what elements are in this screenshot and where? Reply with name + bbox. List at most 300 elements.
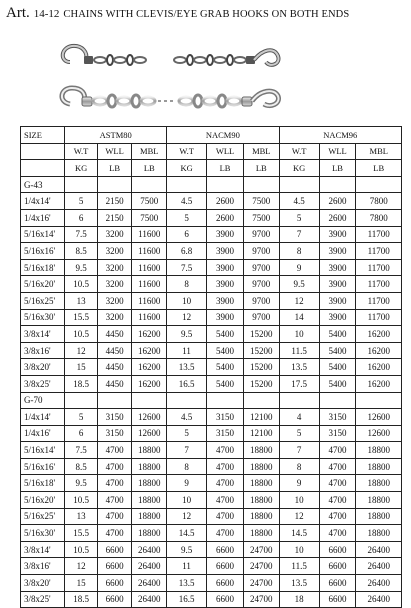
value-cell: 15200 [243, 326, 279, 343]
value-cell: 3900 [207, 259, 244, 276]
value-cell: 6600 [319, 591, 356, 608]
value-cell: 24700 [243, 575, 279, 592]
value-cell: 4700 [97, 442, 132, 459]
unit-header: KG [65, 160, 97, 177]
value-cell: 18800 [356, 508, 402, 525]
value-cell: 4700 [319, 458, 356, 475]
table-row [21, 309, 402, 326]
value-cell: 18800 [243, 475, 279, 492]
blank-cell [132, 392, 167, 409]
value-cell: 3150 [319, 425, 356, 442]
value-cell: 26400 [356, 575, 402, 592]
value-cell: 4450 [97, 326, 132, 343]
column-header: W.T [167, 143, 207, 160]
value-cell: 5400 [319, 342, 356, 359]
art-number: 14-12 [33, 8, 60, 20]
column-header: MBL [356, 143, 402, 160]
size-cell: 5/16x25' [21, 292, 65, 309]
size-cell: 3/8x16' [21, 558, 65, 575]
value-cell: 4700 [319, 525, 356, 542]
table-row [21, 209, 402, 226]
value-cell: 26400 [356, 541, 402, 558]
value-cell: 3900 [319, 309, 356, 326]
value-cell: 6600 [97, 558, 132, 575]
value-cell: 7.5 [65, 442, 97, 459]
unit-header: LB [132, 160, 167, 177]
value-cell: 6600 [319, 541, 356, 558]
spec-table [20, 126, 402, 608]
value-cell: 6600 [207, 541, 244, 558]
value-cell: 11600 [132, 309, 167, 326]
value-cell: 6600 [207, 558, 244, 575]
value-cell: 11600 [132, 276, 167, 293]
value-cell: 15 [65, 575, 97, 592]
value-cell: 26400 [132, 591, 167, 608]
value-cell: 3150 [207, 425, 244, 442]
size-cell: 5/16x20' [21, 492, 65, 509]
value-cell: 3900 [207, 276, 244, 293]
value-cell: 4450 [97, 342, 132, 359]
value-cell: 3150 [97, 425, 132, 442]
table-row [21, 292, 402, 309]
column-header: MBL [243, 143, 279, 160]
value-cell: 11.5 [279, 558, 319, 575]
header-row-columns [21, 143, 402, 160]
value-cell: 16.5 [167, 375, 207, 392]
blank-cell [21, 143, 65, 160]
value-cell: 7500 [132, 209, 167, 226]
size-header: SIZE [21, 127, 65, 144]
blank-cell [279, 392, 319, 409]
value-cell: 26400 [132, 558, 167, 575]
value-cell: 26400 [356, 558, 402, 575]
value-cell: 6 [65, 209, 97, 226]
value-cell: 8 [279, 458, 319, 475]
value-cell: 18800 [243, 492, 279, 509]
size-cell: 3/8x16' [21, 342, 65, 359]
value-cell: 14.5 [279, 525, 319, 542]
value-cell: 16200 [132, 375, 167, 392]
value-cell: 3200 [97, 243, 132, 260]
value-cell: 3200 [97, 276, 132, 293]
blank-cell [97, 392, 132, 409]
value-cell: 13.5 [167, 575, 207, 592]
value-cell: 10 [167, 492, 207, 509]
value-cell: 12600 [356, 409, 402, 426]
header-row-standards [21, 127, 402, 144]
value-cell: 12600 [132, 425, 167, 442]
value-cell: 5400 [207, 359, 244, 376]
value-cell: 11600 [132, 292, 167, 309]
value-cell: 3900 [207, 243, 244, 260]
value-cell: 7500 [243, 209, 279, 226]
value-cell: 9.5 [167, 541, 207, 558]
value-cell: 5 [167, 425, 207, 442]
value-cell: 6 [65, 425, 97, 442]
value-cell: 3900 [319, 292, 356, 309]
table-row [21, 326, 402, 343]
value-cell: 18800 [356, 458, 402, 475]
column-header: W.T [279, 143, 319, 160]
value-cell: 8.5 [65, 458, 97, 475]
value-cell: 6.8 [167, 243, 207, 260]
blank-cell [207, 392, 244, 409]
blank-cell [243, 392, 279, 409]
value-cell: 18800 [132, 458, 167, 475]
blank-cell [167, 176, 207, 193]
value-cell: 4700 [97, 475, 132, 492]
value-cell: 10 [279, 326, 319, 343]
value-cell: 9.5 [167, 326, 207, 343]
value-cell: 15200 [243, 342, 279, 359]
lower-chain-assembly [62, 88, 279, 107]
value-cell: 10.5 [65, 276, 97, 293]
value-cell: 11 [167, 558, 207, 575]
size-cell: 1/4x14' [21, 409, 65, 426]
blank-cell [243, 176, 279, 193]
value-cell: 4700 [97, 458, 132, 475]
value-cell: 5400 [207, 375, 244, 392]
value-cell: 10 [167, 292, 207, 309]
value-cell: 6600 [207, 591, 244, 608]
value-cell: 18800 [243, 508, 279, 525]
value-cell: 4.5 [167, 409, 207, 426]
value-cell: 4700 [207, 475, 244, 492]
value-cell: 24700 [243, 541, 279, 558]
size-cell: 3/8x14' [21, 541, 65, 558]
value-cell: 7 [167, 442, 207, 459]
value-cell: 13.5 [167, 359, 207, 376]
value-cell: 4700 [207, 525, 244, 542]
value-cell: 7 [279, 226, 319, 243]
blank-cell [356, 176, 402, 193]
page-title [6, 4, 349, 22]
blank-cell [167, 392, 207, 409]
value-cell: 12100 [243, 425, 279, 442]
value-cell: 3200 [97, 226, 132, 243]
spec-table-body [21, 127, 402, 608]
value-cell: 5400 [207, 342, 244, 359]
size-cell: 5/16x18' [21, 475, 65, 492]
value-cell: 2600 [207, 209, 244, 226]
value-cell: 9 [167, 475, 207, 492]
value-cell: 3150 [97, 409, 132, 426]
value-cell: 26400 [132, 541, 167, 558]
blank-cell [207, 176, 244, 193]
unit-header: KG [167, 160, 207, 177]
blank-cell [319, 392, 356, 409]
value-cell: 6600 [319, 558, 356, 575]
value-cell: 6600 [97, 575, 132, 592]
size-cell: 5/16x20' [21, 276, 65, 293]
table-row [21, 259, 402, 276]
size-cell: 5/16x30' [21, 525, 65, 542]
size-cell: 1/4x16' [21, 209, 65, 226]
table-row [21, 475, 402, 492]
value-cell: 26400 [356, 591, 402, 608]
standard-header: NACM96 [279, 127, 401, 144]
table-row [21, 558, 402, 575]
blank-cell [319, 176, 356, 193]
value-cell: 18800 [243, 458, 279, 475]
value-cell: 15 [65, 359, 97, 376]
unit-header: LB [356, 160, 402, 177]
value-cell: 2600 [319, 209, 356, 226]
value-cell: 15.5 [65, 309, 97, 326]
value-cell: 24700 [243, 591, 279, 608]
value-cell: 3900 [319, 243, 356, 260]
value-cell: 26400 [132, 575, 167, 592]
value-cell: 3200 [97, 309, 132, 326]
value-cell: 7 [279, 442, 319, 459]
blank-cell [65, 176, 97, 193]
size-cell: 5/16x18' [21, 259, 65, 276]
value-cell: 2150 [97, 209, 132, 226]
size-cell: 5/16x14' [21, 442, 65, 459]
value-cell: 9700 [243, 243, 279, 260]
table-row [21, 541, 402, 558]
value-cell: 4.5 [167, 193, 207, 210]
value-cell: 8.5 [65, 243, 97, 260]
value-cell: 18800 [243, 442, 279, 459]
value-cell: 7.5 [65, 226, 97, 243]
table-row [21, 525, 402, 542]
value-cell: 3150 [319, 409, 356, 426]
table-row [21, 193, 402, 210]
blank-cell [356, 392, 402, 409]
size-cell: 1/4x16' [21, 425, 65, 442]
unit-header: LB [97, 160, 132, 177]
value-cell: 4700 [319, 508, 356, 525]
group-row [21, 176, 402, 193]
value-cell: 24700 [243, 558, 279, 575]
table-row [21, 458, 402, 475]
value-cell: 4700 [97, 508, 132, 525]
column-header: MBL [132, 143, 167, 160]
value-cell: 5400 [319, 359, 356, 376]
chain-product-photo [56, 38, 286, 118]
value-cell: 5400 [207, 326, 244, 343]
value-cell: 18800 [356, 442, 402, 459]
value-cell: 9700 [243, 226, 279, 243]
value-cell: 4700 [207, 508, 244, 525]
table-row [21, 375, 402, 392]
size-cell: 3/8x25' [21, 375, 65, 392]
value-cell: 18800 [132, 475, 167, 492]
value-cell: 3900 [207, 292, 244, 309]
upper-chain-assembly [63, 46, 279, 65]
value-cell: 18800 [132, 442, 167, 459]
table-row [21, 442, 402, 459]
group-label: G-43 [21, 176, 65, 193]
value-cell: 3900 [207, 226, 244, 243]
value-cell: 13.5 [279, 359, 319, 376]
value-cell: 7500 [243, 193, 279, 210]
standard-header: ASTM80 [65, 127, 167, 144]
value-cell: 9700 [243, 309, 279, 326]
value-cell: 4 [279, 409, 319, 426]
value-cell: 7800 [356, 193, 402, 210]
value-cell: 16200 [132, 342, 167, 359]
value-cell: 18.5 [65, 375, 97, 392]
value-cell: 15200 [243, 375, 279, 392]
value-cell: 10 [279, 541, 319, 558]
value-cell: 18800 [132, 492, 167, 509]
size-cell: 3/8x14' [21, 326, 65, 343]
value-cell: 3200 [97, 259, 132, 276]
value-cell: 4700 [207, 458, 244, 475]
column-header: WLL [207, 143, 244, 160]
value-cell: 9.5 [65, 475, 97, 492]
value-cell: 12 [65, 558, 97, 575]
unit-header: KG [279, 160, 319, 177]
value-cell: 10.5 [65, 541, 97, 558]
value-cell: 8 [167, 276, 207, 293]
group-label: G-70 [21, 392, 65, 409]
value-cell: 3900 [319, 276, 356, 293]
value-cell: 4700 [207, 442, 244, 459]
blank-cell [97, 176, 132, 193]
value-cell: 3900 [319, 259, 356, 276]
value-cell: 5 [65, 409, 97, 426]
value-cell: 7.5 [167, 259, 207, 276]
value-cell: 5 [279, 425, 319, 442]
value-cell: 5 [167, 209, 207, 226]
value-cell: 5 [279, 209, 319, 226]
value-cell: 3200 [97, 292, 132, 309]
value-cell: 4700 [97, 492, 132, 509]
size-cell: 5/16x30' [21, 309, 65, 326]
value-cell: 11600 [132, 226, 167, 243]
value-cell: 16.5 [167, 591, 207, 608]
value-cell: 2600 [319, 193, 356, 210]
value-cell: 4450 [97, 359, 132, 376]
value-cell: 10.5 [65, 326, 97, 343]
value-cell: 16200 [356, 359, 402, 376]
value-cell: 17.5 [279, 375, 319, 392]
value-cell: 4700 [319, 442, 356, 459]
value-cell: 11700 [356, 243, 402, 260]
unit-header: LB [207, 160, 244, 177]
value-cell: 18800 [132, 525, 167, 542]
value-cell: 4.5 [279, 193, 319, 210]
value-cell: 12 [279, 292, 319, 309]
value-cell: 11 [167, 342, 207, 359]
value-cell: 12 [167, 508, 207, 525]
value-cell: 4700 [97, 525, 132, 542]
value-cell: 8 [167, 458, 207, 475]
value-cell: 14 [279, 309, 319, 326]
value-cell: 12 [167, 309, 207, 326]
value-cell: 8 [279, 243, 319, 260]
table-row [21, 575, 402, 592]
size-cell: 3/8x25' [21, 591, 65, 608]
size-cell: 3/8x20' [21, 575, 65, 592]
value-cell: 16200 [132, 326, 167, 343]
value-cell: 18800 [356, 492, 402, 509]
table-row [21, 508, 402, 525]
value-cell: 9700 [243, 259, 279, 276]
value-cell: 5400 [319, 326, 356, 343]
value-cell: 11700 [356, 226, 402, 243]
value-cell: 18 [279, 591, 319, 608]
value-cell: 6600 [97, 541, 132, 558]
blank-cell [132, 176, 167, 193]
size-cell: 5/16x16' [21, 458, 65, 475]
value-cell: 9 [279, 475, 319, 492]
value-cell: 6600 [97, 591, 132, 608]
table-row [21, 276, 402, 293]
art-label: Art. [6, 5, 30, 21]
column-header: WLL [97, 143, 132, 160]
table-row [21, 226, 402, 243]
unit-header: LB [243, 160, 279, 177]
table-row [21, 492, 402, 509]
value-cell: 7500 [132, 193, 167, 210]
value-cell: 13.5 [279, 575, 319, 592]
table-row [21, 591, 402, 608]
value-cell: 12100 [243, 409, 279, 426]
value-cell: 14.5 [167, 525, 207, 542]
table-row [21, 243, 402, 260]
value-cell: 6600 [319, 575, 356, 592]
table-row [21, 409, 402, 426]
blank-cell [65, 392, 97, 409]
title-text: CHAINS WITH CLEVIS/EYE GRAB HOOKS ON BOTH ENDS [63, 9, 350, 20]
size-cell: 5/16x16' [21, 243, 65, 260]
value-cell: 12600 [132, 409, 167, 426]
value-cell: 11.5 [279, 342, 319, 359]
value-cell: 11600 [132, 259, 167, 276]
value-cell: 18800 [356, 525, 402, 542]
value-cell: 15.5 [65, 525, 97, 542]
group-row [21, 392, 402, 409]
value-cell: 3900 [207, 309, 244, 326]
value-cell: 9700 [243, 292, 279, 309]
size-cell: 1/4x14' [21, 193, 65, 210]
value-cell: 12 [279, 508, 319, 525]
value-cell: 18800 [132, 508, 167, 525]
value-cell: 13 [65, 292, 97, 309]
value-cell: 16200 [356, 375, 402, 392]
column-header: WLL [319, 143, 356, 160]
table-row [21, 342, 402, 359]
value-cell: 15200 [243, 359, 279, 376]
value-cell: 12600 [356, 425, 402, 442]
value-cell: 9 [279, 259, 319, 276]
table-row [21, 359, 402, 376]
blank-cell [279, 176, 319, 193]
value-cell: 6600 [207, 575, 244, 592]
blank-cell [21, 160, 65, 177]
value-cell: 9700 [243, 276, 279, 293]
value-cell: 11700 [356, 276, 402, 293]
value-cell: 4450 [97, 375, 132, 392]
value-cell: 12 [65, 342, 97, 359]
value-cell: 4700 [319, 492, 356, 509]
value-cell: 16200 [356, 326, 402, 343]
value-cell: 3150 [207, 409, 244, 426]
value-cell: 11700 [356, 292, 402, 309]
value-cell: 5400 [319, 375, 356, 392]
value-cell: 7800 [356, 209, 402, 226]
value-cell: 9.5 [279, 276, 319, 293]
value-cell: 2150 [97, 193, 132, 210]
size-cell: 5/16x14' [21, 226, 65, 243]
value-cell: 4700 [207, 492, 244, 509]
unit-header: LB [319, 160, 356, 177]
value-cell: 4700 [319, 475, 356, 492]
